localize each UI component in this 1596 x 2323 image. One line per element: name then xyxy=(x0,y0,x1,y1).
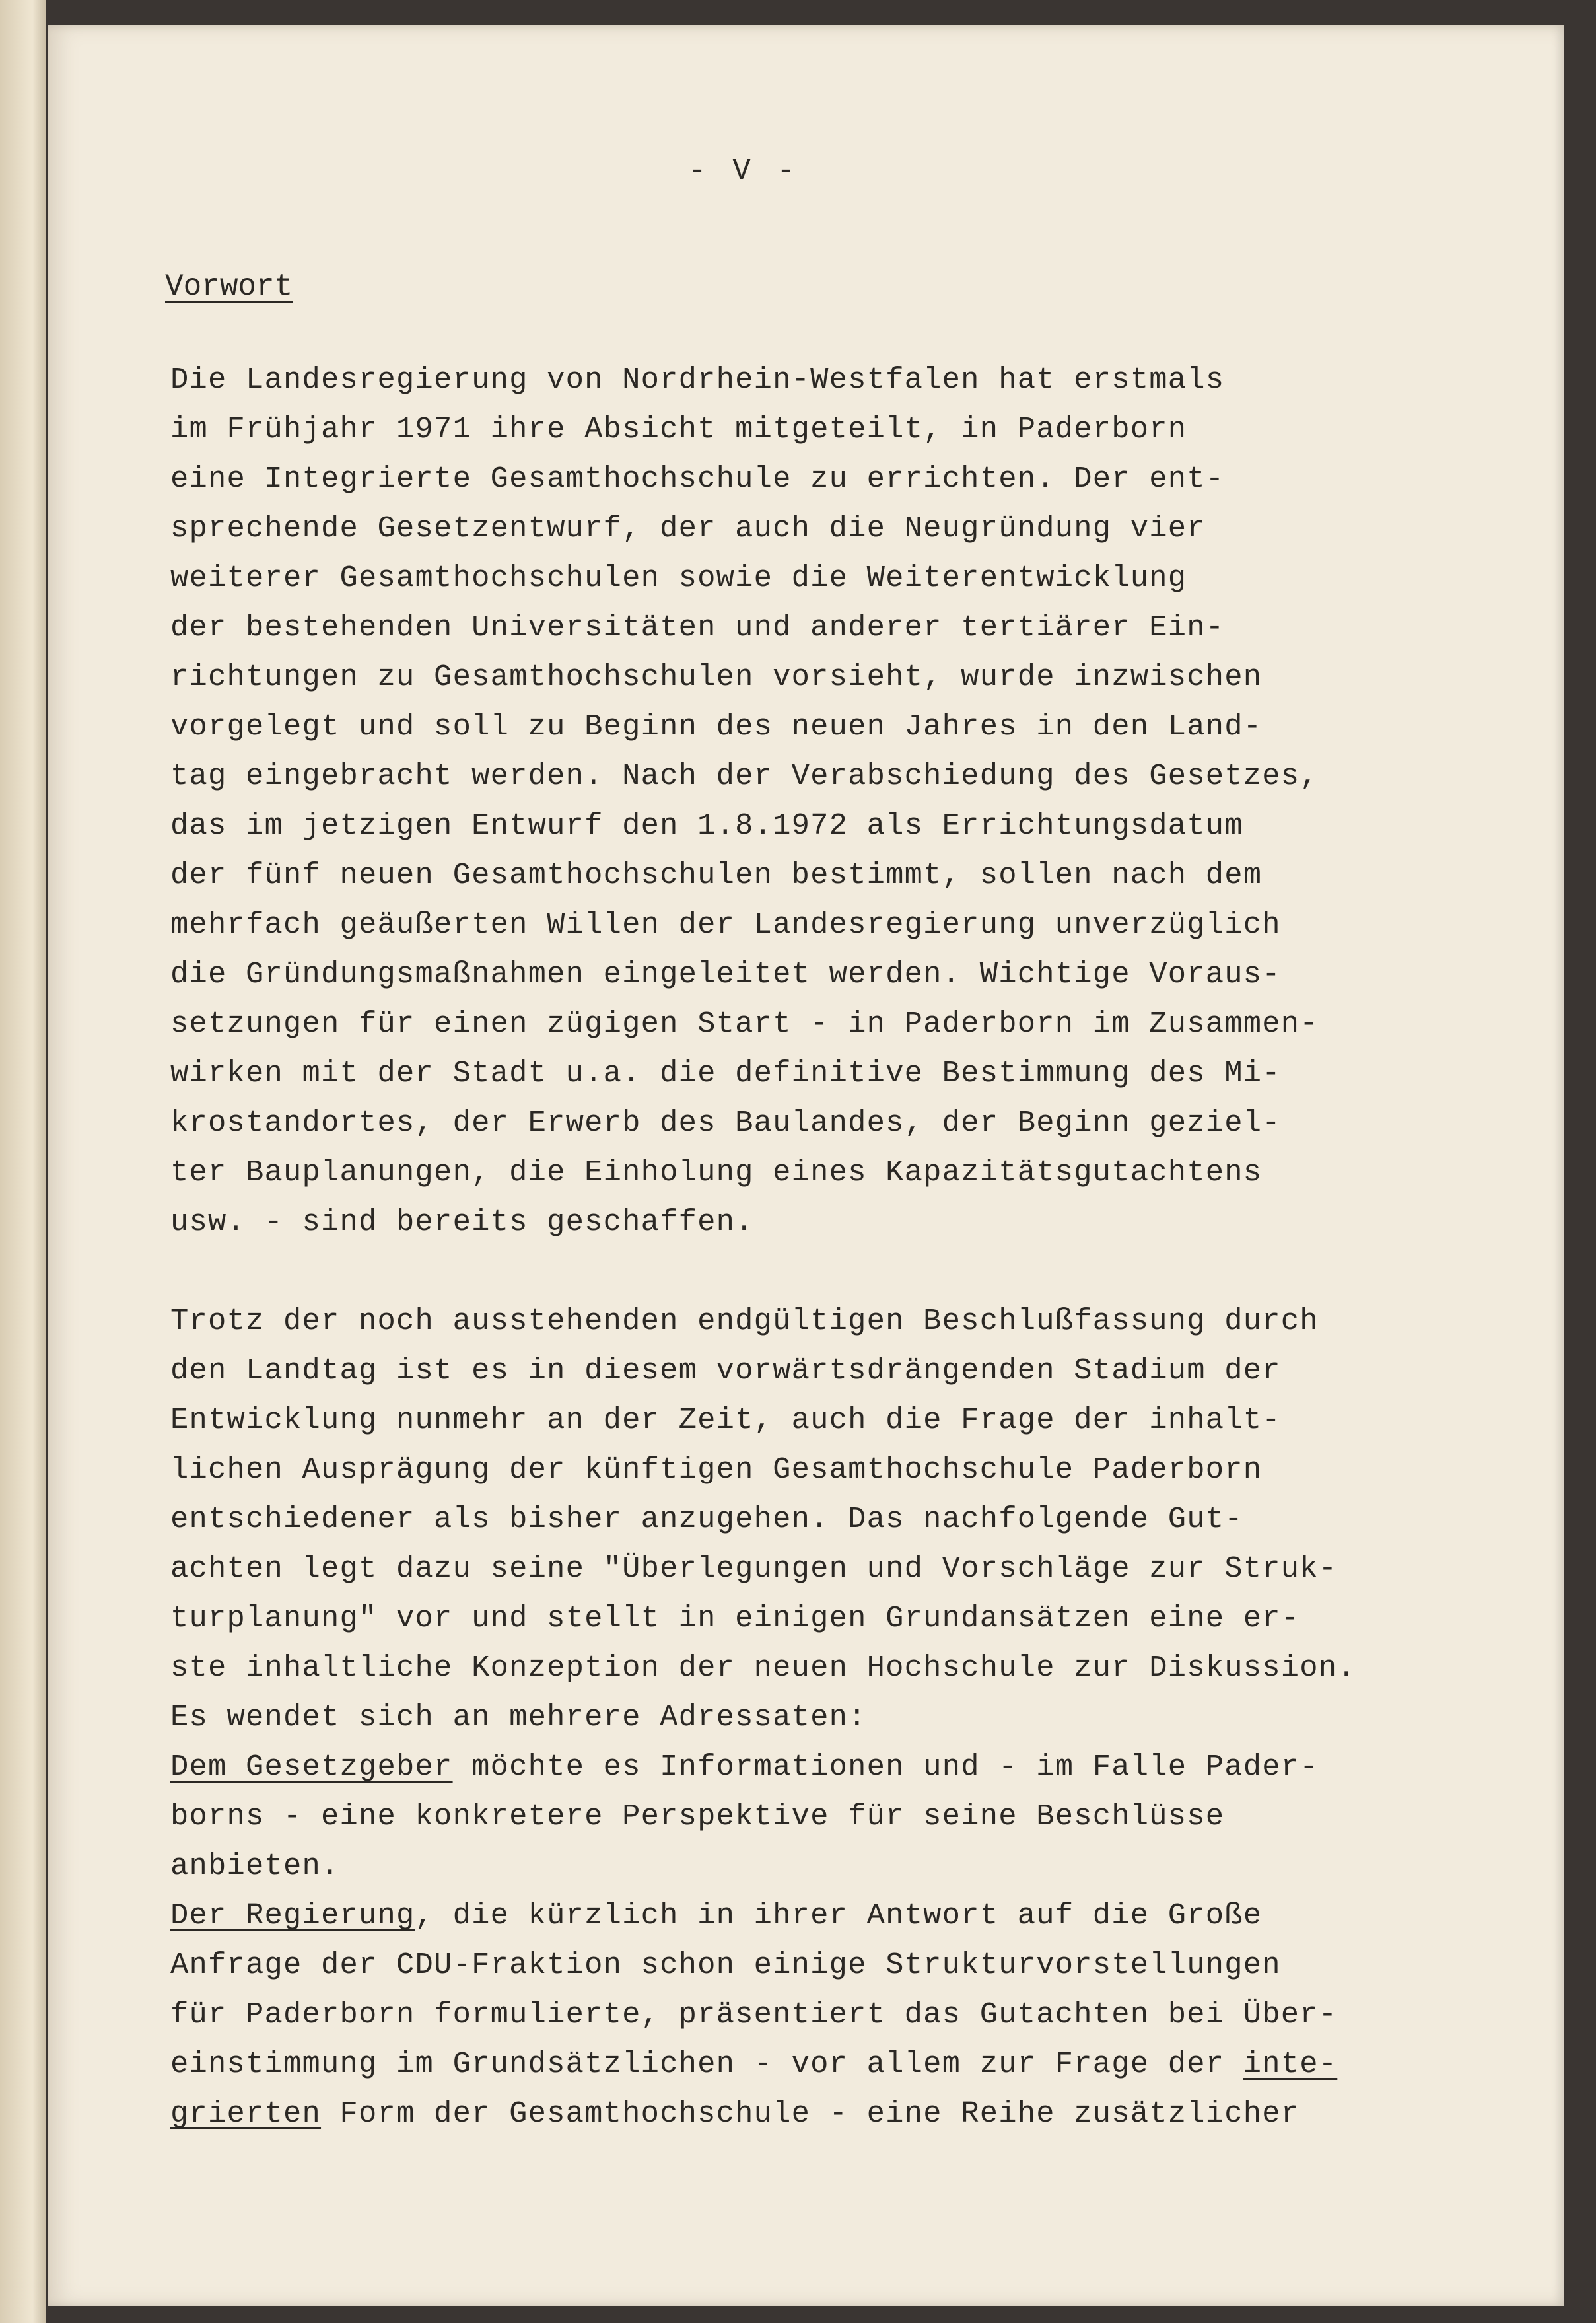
text-line: eine Integrierte Gesamthochschule zu errichten. Der ent- xyxy=(170,462,1225,496)
government-line-5 xyxy=(170,2089,1511,2139)
text-line: im Frühjahr 1971 ihre Absicht mitgeteilt, in Paderborn xyxy=(170,412,1187,447)
government-line-4-text: einstimmung im Grundsätzlichen - vor allem zur Frage der xyxy=(170,2047,1243,2081)
government-line-1 xyxy=(170,1891,1511,1941)
text-line: das im jetzigen Entwurf den 1.8.1972 als Errichtungsdatum xyxy=(170,808,1243,843)
text-line: mehrfach geäußerten Willen der Landesregierung unverzüglich xyxy=(170,908,1281,942)
text-line: der bestehenden Universitäten und anderer tertiärer Ein- xyxy=(170,610,1225,645)
text-line: ter Bauplanungen, die Einholung eines Kapazitätsgutachtens xyxy=(170,1155,1263,1190)
text-line: borns - eine konkretere Perspektive für seine Beschlüsse xyxy=(170,1799,1225,1834)
legislator-rest: möchte es Informationen und - im Falle Pader- xyxy=(452,1750,1319,1784)
government-rest: , die kürzlich in ihrer Antwort auf die Große xyxy=(415,1898,1263,1933)
text-line: turplanung" vor und stellt in einigen Grundansätzen eine er- xyxy=(170,1601,1300,1635)
text-line: tag eingebracht werden. Nach der Verabschiedung des Gesetzes, xyxy=(170,759,1319,793)
paragraph-1 xyxy=(170,355,1511,1247)
legislator-lead: Dem Gesetzgeber xyxy=(170,1750,453,1784)
text-line: Es wendet sich an mehrere Adressaten: xyxy=(170,1700,867,1734)
government-line-4 xyxy=(170,2040,1511,2089)
government-line-5-text: Form der Gesamthochschule - eine Reihe zusätzlicher xyxy=(321,2096,1300,2131)
text-line: wirken mit der Stadt u.a. die definitive Bestimmung des Mi- xyxy=(170,1056,1281,1090)
text-line: Die Landesregierung von Nordrhein-Westfalen hat erstmals xyxy=(170,363,1225,397)
text-line: richtungen zu Gesamthochschulen vorsieht, wurde inzwischen xyxy=(170,660,1263,694)
text-line: krostandortes, der Erwerb des Baulandes, der Beginn geziel- xyxy=(170,1106,1281,1140)
text-line: ste inhaltliche Konzeption der neuen Hochschule zur Diskussion. xyxy=(170,1651,1356,1685)
text-line: der fünf neuen Gesamthochschulen bestimmt, sollen nach dem xyxy=(170,858,1263,892)
text-line: setzungen für einen zügigen Start - in Paderborn im Zusammen- xyxy=(170,1007,1319,1041)
integrated-emphasis-2: grierten xyxy=(170,2096,322,2131)
text-line: achten legt dazu seine "Überlegungen und Vorschläge zur Struk- xyxy=(170,1552,1338,1586)
text-line: weiterer Gesamthochschulen sowie die Weiterentwicklung xyxy=(170,561,1187,595)
text-line: Entwicklung nunmehr an der Zeit, auch die Frage der inhalt- xyxy=(170,1403,1281,1437)
text-line: die Gründungsmaßnahmen eingeleitet werden. Wichtige Voraus- xyxy=(170,957,1281,991)
adjacent-page-edge xyxy=(0,0,46,2323)
text-line: sprechende Gesetzentwurf, der auch die Neugründung vier xyxy=(170,511,1206,546)
integrated-emphasis-1: inte- xyxy=(1243,2047,1338,2081)
text-line: für Paderborn formulierte, präsentiert das Gutachten bei Über- xyxy=(170,1997,1338,2032)
text-line: lichen Ausprägung der künftigen Gesamthochschule Paderborn xyxy=(170,1452,1263,1487)
paragraph-2 xyxy=(170,1297,1511,2139)
text-line: Anfrage der CDU-Fraktion schon einige Strukturvorstellungen xyxy=(170,1948,1281,1982)
text-line: entschiedener als bisher anzugehen. Das nachfolgende Gut- xyxy=(170,1502,1243,1536)
government-lead: Der Regierung xyxy=(170,1898,415,1933)
text-line: usw. - sind bereits geschaffen. xyxy=(170,1205,754,1239)
page-number: - V - xyxy=(688,154,800,188)
document-page xyxy=(48,25,1564,2306)
text-line: Trotz der noch ausstehenden endgültigen Beschlußfassung durch xyxy=(170,1304,1319,1338)
legislator-line-1 xyxy=(170,1742,1511,1792)
page-title: Vorwort xyxy=(165,269,293,304)
text-line: vorgelegt und soll zu Beginn des neuen Jahres in den Land- xyxy=(170,709,1263,744)
text-line: den Landtag ist es in diesem vorwärtsdrängenden Stadium der xyxy=(170,1353,1281,1388)
text-line: anbieten. xyxy=(170,1849,340,1883)
